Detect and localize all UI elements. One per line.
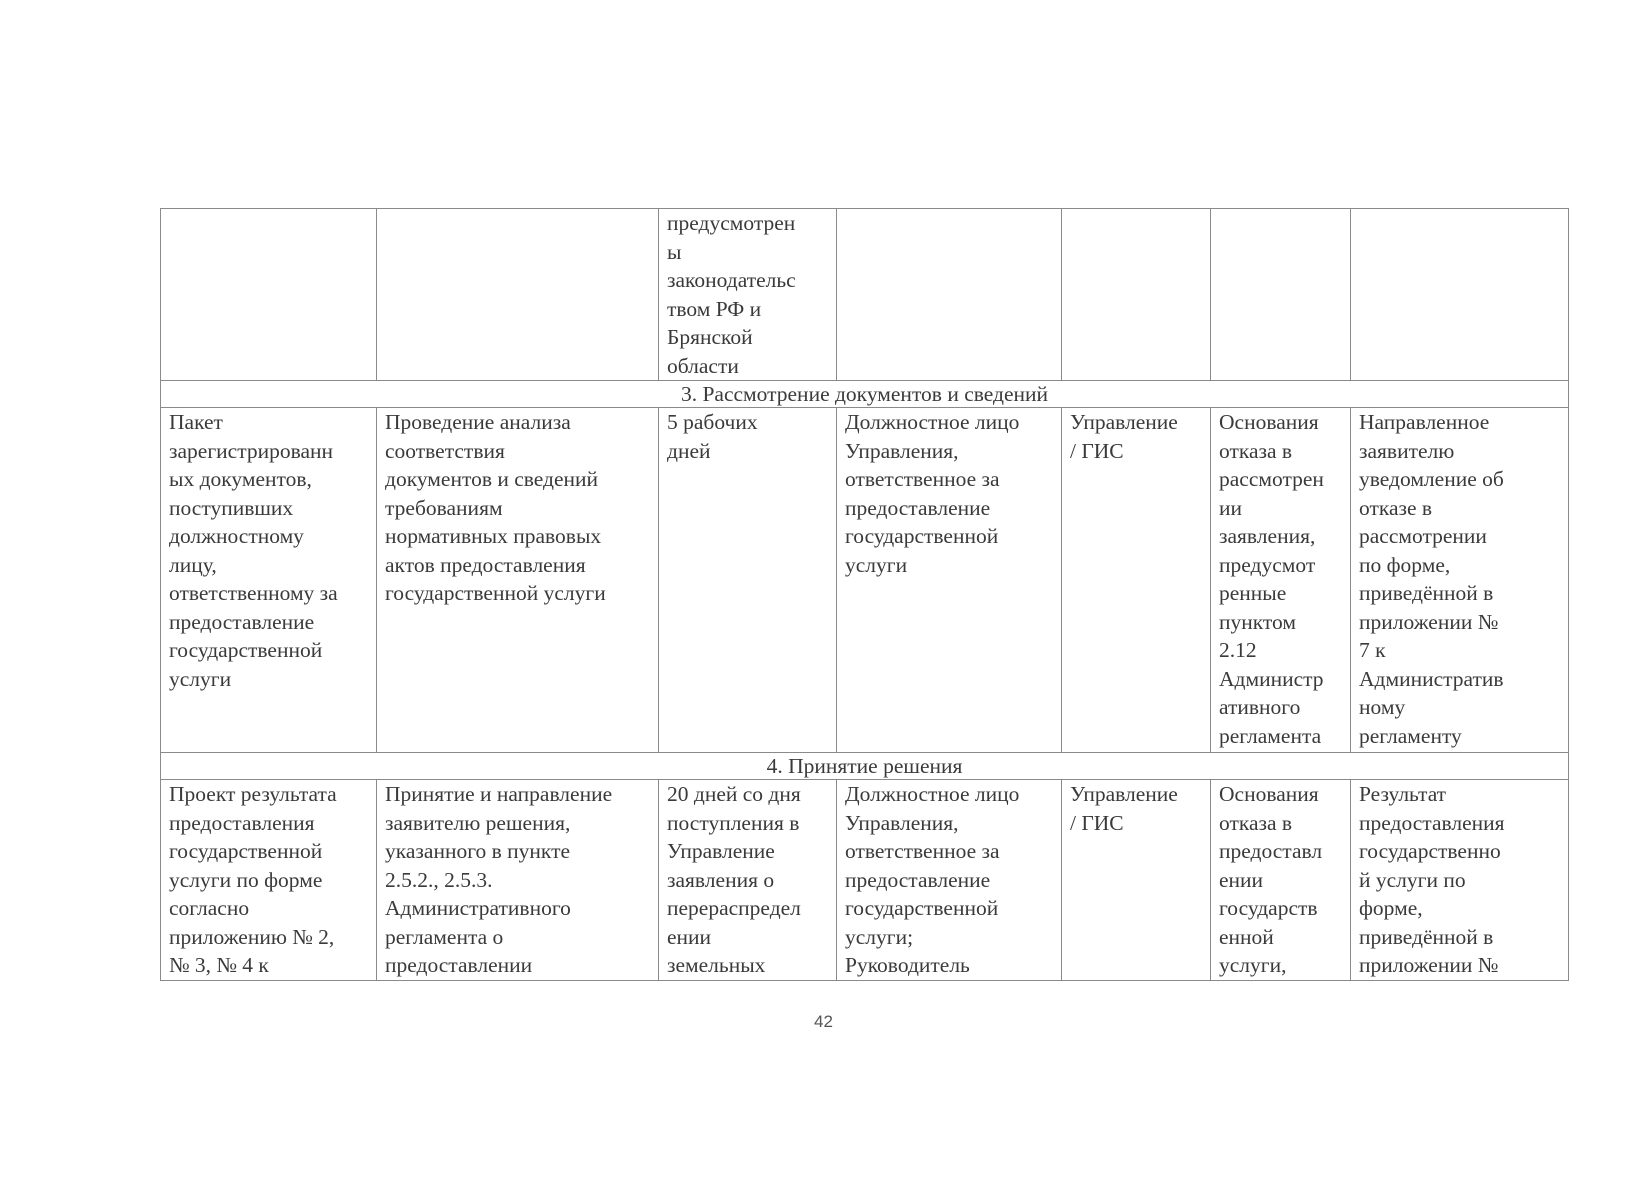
table-cell <box>837 209 1062 381</box>
table-cell <box>161 408 377 753</box>
table-cell <box>377 209 659 381</box>
cell-text: 20 дней со дня поступления в Управление заявления о перераспредел ении земельных <box>667 782 801 977</box>
table-cell <box>659 209 837 381</box>
cell-text: Должностное лицо Управления, ответственное за предоставление государственной услуги; Руководитель <box>845 782 1020 977</box>
page-number: 42 <box>814 1012 833 1031</box>
table-cell <box>377 408 659 753</box>
cell-text: предусмотрен ы законодательс твом РФ и Брянской области <box>667 211 796 378</box>
table-cell <box>161 209 377 381</box>
table-cell <box>837 780 1062 981</box>
table-cell <box>1062 780 1211 981</box>
table-cell <box>1351 408 1569 753</box>
table-cell <box>1211 408 1351 753</box>
cell-text: Результат предоставления государственно й услуги по форме, приведённой в приложении № <box>1359 782 1505 977</box>
table-cell <box>1211 209 1351 381</box>
cell-text: Должностное лицо Управления, ответственное за предоставление государственной услуги <box>845 410 1020 577</box>
procedure-table <box>160 208 1569 981</box>
table-row-section-4 <box>161 780 1569 981</box>
cell-text: Направленное заявителю уведомление об отказе в рассмотрении по форме, приведённой в приложении № 7 к Административ ному регламенту <box>1359 410 1504 748</box>
table-cell <box>837 408 1062 753</box>
table-cell <box>659 408 837 753</box>
table-cell <box>1062 408 1211 753</box>
table-cell <box>377 780 659 981</box>
table-cell <box>1211 780 1351 981</box>
table-cell <box>1351 209 1569 381</box>
cell-text: Проведение анализа соответствия документов и сведений требованиям нормативных правовых актов предоставления государственной услуги <box>385 410 606 605</box>
cell-text: Принятие и направление заявителю решения, указанного в пункте 2.5.2., 2.5.3. Административного регламента о предоставлении <box>385 782 613 977</box>
table-cell <box>161 780 377 981</box>
table-row-section-3 <box>161 408 1569 753</box>
section-header-row <box>161 753 1569 780</box>
cell-text: Основания отказа в рассмотрен ии заявления, предусмот ренные пунктом 2.12 Администр ативного регламента <box>1219 410 1324 748</box>
cell-text: Основания отказа в предоставл ении государств енной услуги, <box>1219 782 1323 977</box>
table-cell <box>1062 209 1211 381</box>
table-cell <box>1351 780 1569 981</box>
section-header-row <box>161 381 1569 408</box>
section-3-title: 3. Рассмотрение документов и сведений <box>161 381 1569 408</box>
cell-text: Пакет зарегистрированн ых документов, поступивших должностному лицу, ответственному за предоставление государственной услуги <box>169 410 338 691</box>
cell-text: Управление / ГИС <box>1070 410 1178 463</box>
section-4-title: 4. Принятие решения <box>161 753 1569 780</box>
cell-text: Управление / ГИС <box>1070 782 1178 835</box>
table-cell <box>659 780 837 981</box>
cell-text: Проект результата предоставления государственной услуги по форме согласно приложению № 2, № 3, № 4 к <box>169 782 337 977</box>
cell-text: 5 рабочих дней <box>667 410 758 463</box>
table-row-continuation <box>161 209 1569 381</box>
